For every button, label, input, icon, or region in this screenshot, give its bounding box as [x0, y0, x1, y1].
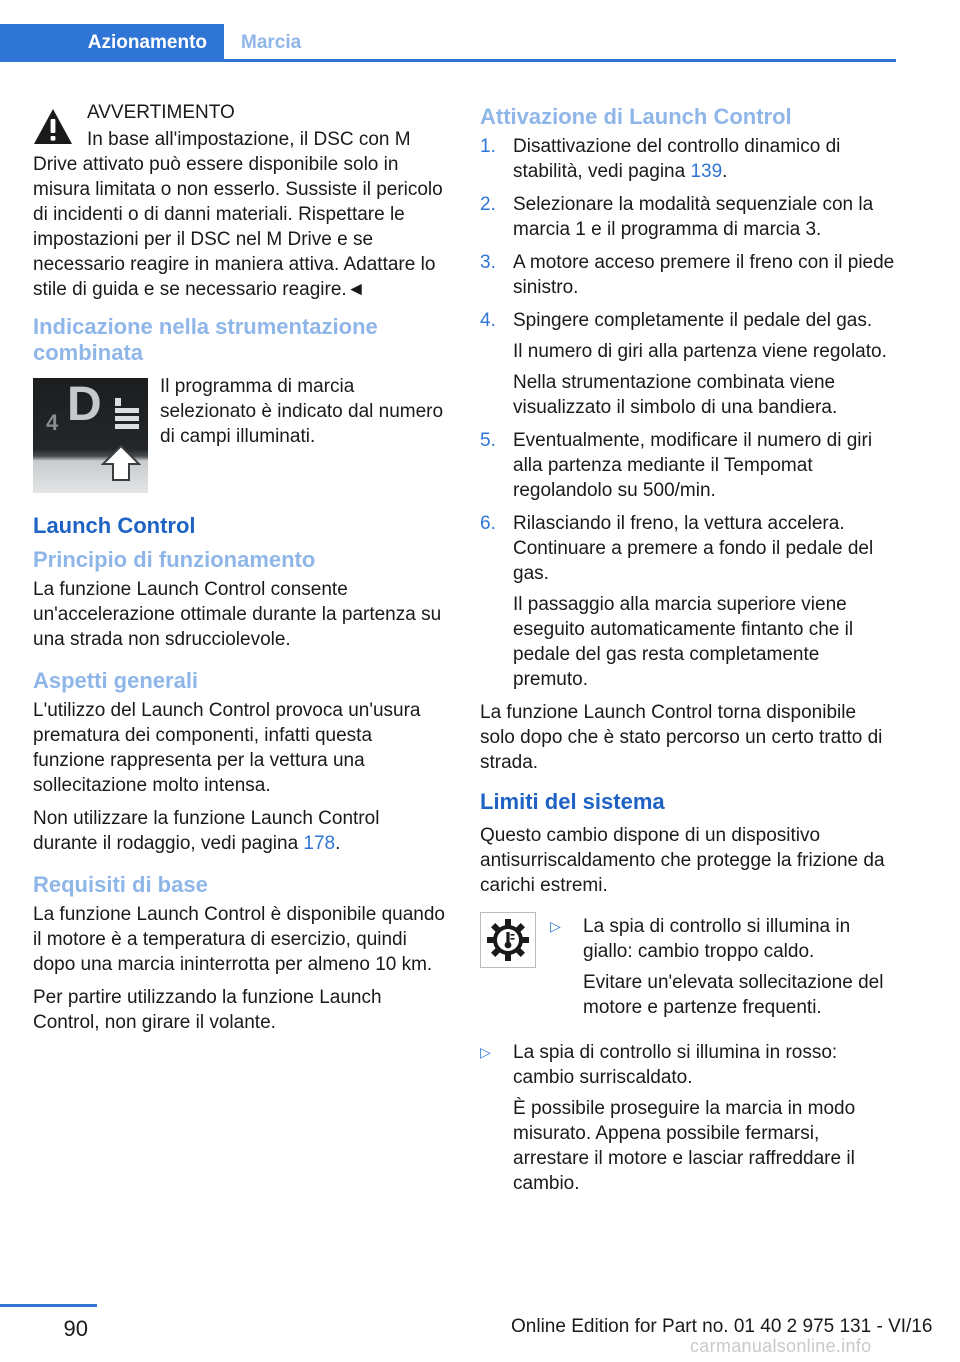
- step-item: [480, 250, 896, 300]
- upshift-arrow-icon: [101, 444, 141, 484]
- bullet-triangle-icon: ▷: [480, 1044, 491, 1060]
- watermark: carmanualsonline.info: [690, 1336, 872, 1356]
- step-text: Spingere completamente il pedale del gas.: [513, 310, 873, 331]
- page-header: [0, 0, 896, 62]
- cluster-block: [33, 370, 447, 493]
- step-item: [480, 511, 896, 692]
- instrument-cluster-image: [33, 378, 148, 493]
- right-column: [480, 100, 896, 1206]
- activation-heading: Attivazione di Launch Control: [480, 104, 792, 129]
- step-subtext: Il numero di giri alla partenza viene regolato.: [513, 341, 887, 362]
- limits-text: Questo cambio dispone di un dispositivo antisurriscaldamento che protegge la frizione da carichi estremi.: [480, 825, 885, 896]
- warning-triangle-icon: [33, 108, 73, 146]
- step-text: Rilasciando il freno, la vettura accelera. Continuare a premere a fondo il pedale del gas.: [513, 513, 874, 584]
- step-item: [480, 428, 896, 503]
- warning-text: Drive attivato può essere disponibile solo in misura limitata o non esserlo. Sussiste il pericolo di incidenti o di danni materiali. Rispettare le impostazioni per il DSC nel M Drive e se necessario reagire in maniera attiva. Adattare lo stile di guida e se necessario reagire.◄: [33, 154, 443, 300]
- cluster-description: Il programma di marcia selezionato è indicato dal numero di campi illuminati.: [160, 376, 444, 447]
- bullet-subtext: Evitare un'elevata sollecitazione del motore e partenze frequenti.: [583, 972, 884, 1018]
- step-number: 5.: [480, 430, 496, 451]
- step-text: Eventualmente, modificare il numero di giri alla partenza mediante il Tempomat regolandolo su 500/min.: [513, 430, 873, 501]
- overheat-warning-yellow: [480, 914, 896, 1030]
- edition-text: Online Edition for Part no. 01 40 2 975 131 - VI/16: [511, 1316, 933, 1337]
- requirements-text-2: Per partire utilizzando la funzione Launch Control, non girare il volante.: [33, 987, 382, 1033]
- cluster-gear-number: 4: [46, 410, 59, 435]
- requirements-text-1: La funzione Launch Control è disponibile quando il motore è a temperatura di esercizio, quindi dopo una marcia ininterrotta per almeno 10 km.: [33, 904, 445, 975]
- footer-rule: [0, 1304, 97, 1307]
- warning-title: AVVERTIMENTO: [87, 102, 235, 123]
- step-number: 4.: [480, 310, 496, 331]
- step-number: 3.: [480, 252, 496, 273]
- general-text-1: L'utilizzo del Launch Control provoca un'usura prematura dei componenti, infatti questa funzione rappresenta per la vettura una sollecitazione molto intensa.: [33, 700, 421, 796]
- transmission-temperature-icon: [480, 912, 536, 968]
- warning-block: [33, 100, 447, 302]
- step-number: 2.: [480, 194, 496, 215]
- bullet-text: La spia di controllo si illumina in giallo: cambio troppo caldo.: [583, 916, 851, 962]
- bullet-triangle-icon: ▷: [550, 918, 561, 934]
- program-fields-icon: [113, 396, 143, 436]
- bullet-item: [550, 914, 896, 1020]
- bullet-text: La spia di controllo si illumina in rosso: cambio surriscaldato.: [513, 1042, 838, 1088]
- step-number: 1.: [480, 136, 496, 157]
- step-subtext: Il passaggio alla marcia superiore viene eseguito automaticamente fintanto che il pedale del gas resta completamente premuto.: [513, 594, 854, 690]
- step-item: 1. Disattivazione del controllo dinamico di stabilità, vedi pagina 139.: [480, 136, 841, 182]
- overheat-warning-red: [480, 1040, 896, 1196]
- page-link-139[interactable]: 139: [690, 161, 723, 182]
- step-subtext: Nella strumentazione combinata viene visualizzato il simbolo di una bandiera.: [513, 372, 838, 418]
- limits-heading: Limiti del sistema: [480, 789, 665, 814]
- after-steps-text: La funzione Launch Control torna disponibile solo dopo che è stato percorso un certo tratto di strada.: [480, 702, 883, 773]
- step-text: A motore acceso premere il freno con il piede sinistro.: [513, 252, 895, 298]
- header-rule: [0, 59, 896, 62]
- step-text: Selezionare la modalità sequenziale con la marcia 1 e il programma di marcia 3.: [513, 194, 874, 240]
- launch-control-heading: Launch Control: [33, 513, 196, 538]
- general-heading: Aspetti generali: [33, 668, 199, 693]
- principle-text: La funzione Launch Control consente un'accelerazione ottimale durante la partenza su una strada non sdrucciolevole.: [33, 579, 442, 650]
- bullet-subtext: È possibile proseguire la marcia in modo misurato. Appena possibile fermarsi, arrestare il motore e lasciar raffreddare il cambio.: [513, 1098, 856, 1194]
- requirements-heading: Requisiti di base: [33, 872, 208, 897]
- page-number: 90: [63, 1316, 88, 1341]
- left-column: [33, 100, 447, 1043]
- tab-marcia[interactable]: Marcia: [241, 32, 302, 53]
- activation-steps: [480, 134, 896, 692]
- cluster-heading: Indicazione nella strumentazione combinata: [33, 314, 378, 365]
- tab-azionamento[interactable]: Azionamento: [0, 24, 224, 62]
- step-item: [480, 308, 896, 420]
- general-text-2: Non utilizzare la funzione Launch Control durante il rodaggio, vedi pagina 178.: [33, 808, 380, 854]
- step-item: [480, 192, 896, 242]
- step-number: 6.: [480, 513, 496, 534]
- cluster-gear-letter: D: [67, 378, 102, 431]
- page-link-178[interactable]: 178: [303, 833, 336, 854]
- principle-heading: Principio di funzionamento: [33, 547, 316, 572]
- warning-text-first: In base all'impostazione, il DSC con M: [87, 129, 411, 150]
